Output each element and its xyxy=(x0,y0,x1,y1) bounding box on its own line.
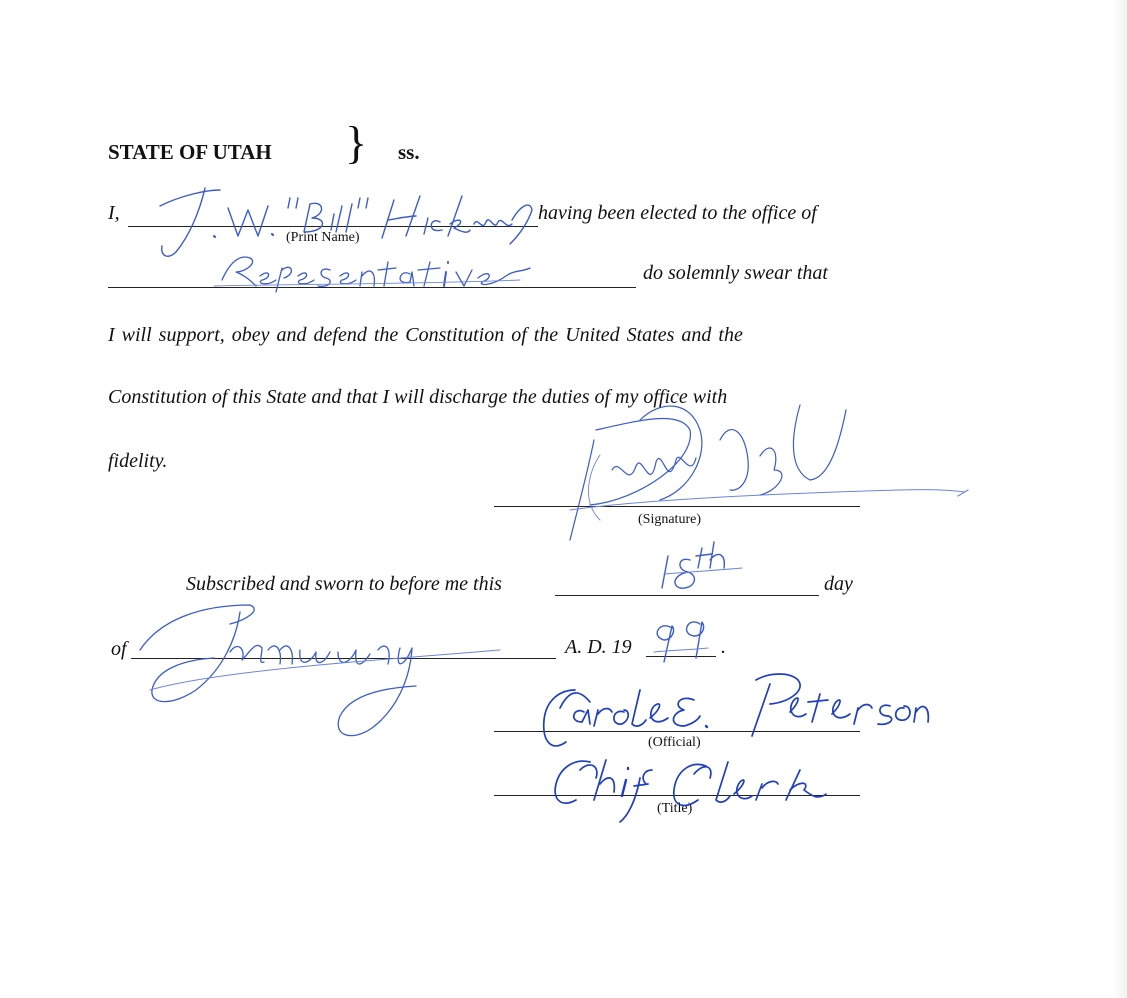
print-name-line xyxy=(128,226,538,227)
oath-line-5: fidelity. xyxy=(108,450,168,472)
signature-line xyxy=(494,506,860,507)
office-line xyxy=(108,287,636,288)
oath-line-3: I will support, obey and defend the Constitution of the United States and the xyxy=(108,324,743,346)
ss-abbreviation: ss. xyxy=(398,140,420,164)
title-line xyxy=(494,795,860,796)
oath-prefix: I, xyxy=(108,202,120,224)
of-word: of xyxy=(111,638,127,660)
oath-after-name: having been elected to the office of xyxy=(538,202,817,224)
ad-prefix: A. D. 19 xyxy=(565,636,632,658)
day-line xyxy=(555,595,819,596)
ad-period: . xyxy=(721,636,726,658)
oath-line-4: Constitution of this State and that I will discharge the duties of my office with xyxy=(108,386,728,408)
year-line xyxy=(646,656,716,657)
subscribed-text: Subscribed and sworn to before me this xyxy=(186,573,502,595)
state-heading: STATE OF UTAH xyxy=(108,140,272,164)
month-line xyxy=(131,658,556,659)
handwritten-day xyxy=(662,542,742,588)
day-word: day xyxy=(824,573,853,595)
handwritten-month xyxy=(140,605,500,736)
print-name-label: (Print Name) xyxy=(286,230,360,245)
oath-after-office: do solemnly swear that xyxy=(643,262,828,284)
official-label: (Official) xyxy=(648,735,701,750)
header-brace: } xyxy=(345,117,368,168)
handwritten-signature xyxy=(570,405,968,540)
paper-edge-shadow xyxy=(1113,0,1127,998)
title-label: (Title) xyxy=(657,801,693,816)
handwritten-name xyxy=(160,188,532,256)
signature-label: (Signature) xyxy=(638,512,701,527)
handwritten-official xyxy=(544,674,929,746)
official-line xyxy=(494,731,860,732)
